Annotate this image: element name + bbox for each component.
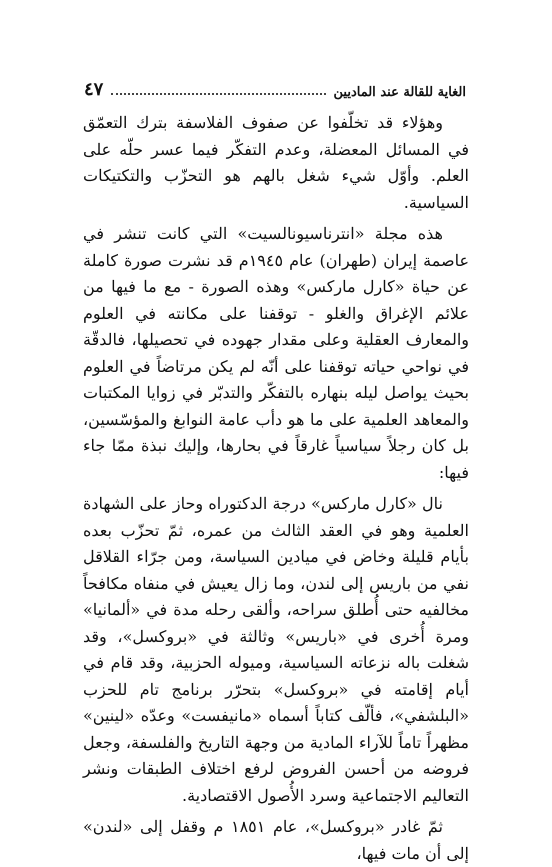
paragraph: نال «كارل ماركس» درجة الدكتوراه وحاز على الشهادة العلمية وهو في العقد الثالث من عمره، ثمّ تحزّب بعده بأيام قليلة وخاض في ميادين السياسة، ومن جرّاء القلاقل نفي من باريس إلى لندن، وما زال يعيش في منفاه مكافحاً مخالفيه حتى أُطلق سراحه، وألقى رحله مدة في «ألمانيا» ومرة أُخرى في «باريس» وثالثة في «بروكسل»، وقد شغلت باله نزعاته السياسية، وميوله الحزبية، وقد قام في أيام إقامته في «بروكسل» بتحرّر برنامج تام للحزب «البلشفي»، فألّف كتاباً أسماه «مانيفست» وعدّه «لينين» مظهراً تاماً للآراء المادية من وجهة التاريخ والفلسفة، وجعل فروضه من أحسن الفروض لرفع اختلاف الطبقات ونشر التعاليم الاجتماعية وسرد الأُصول الاقتصادية. — [83, 494, 469, 805]
paragraph: وهؤلاء قد تخلّفوا عن صفوف الفلاسفة بترك التعمّق في المسائل المعضلة، وعدم التفكّر فيما عسر حلّه على العلم. وأوّل شيء شغل بالهم هو التحزّب والتكتيكات السياسية. — [83, 113, 469, 212]
dotted-leader — [111, 93, 325, 95]
running-header — [84, 78, 466, 100]
paragraph: هذه مجلة «انترناسيونالسيت» التي كانت تنشر في عاصمة إيران (طهران) عام ١٩٤٥م قد نشرت صورة كاملة عن حياة «كارل ماركس» وهذه الصورة - مع ما فيها من علائم الإغراق والغلو - توقفنا على مكانته في العلوم والمعارف العقلية وعلى مقدار جهوده في تحصيلها، فالدقّة في نواحي حياته توقفنا على أنّه لم يكن مرتاضاً في العلوم بحيث يواصل ليله بنهاره بالتفكّر والتدبّر في زوايا المكتبات والمعاهد العلمية على ما هو دأب عامة النوابغ والمؤسّسين، بل كان رجلاً سياسياً غارقاً في بحارها، وإليك نبذة ممّا جاء فيها: — [83, 224, 470, 482]
body-text — [83, 110, 469, 867]
paragraph: ثمّ غادر «بروكسل»، عام ١٨٥١ م وقفل إلى «لندن» إلى أن مات فيها، — [83, 817, 469, 863]
page-number: ٤٧ — [84, 79, 104, 100]
running-title: الغاية للقالة عند الماديين — [333, 85, 466, 100]
